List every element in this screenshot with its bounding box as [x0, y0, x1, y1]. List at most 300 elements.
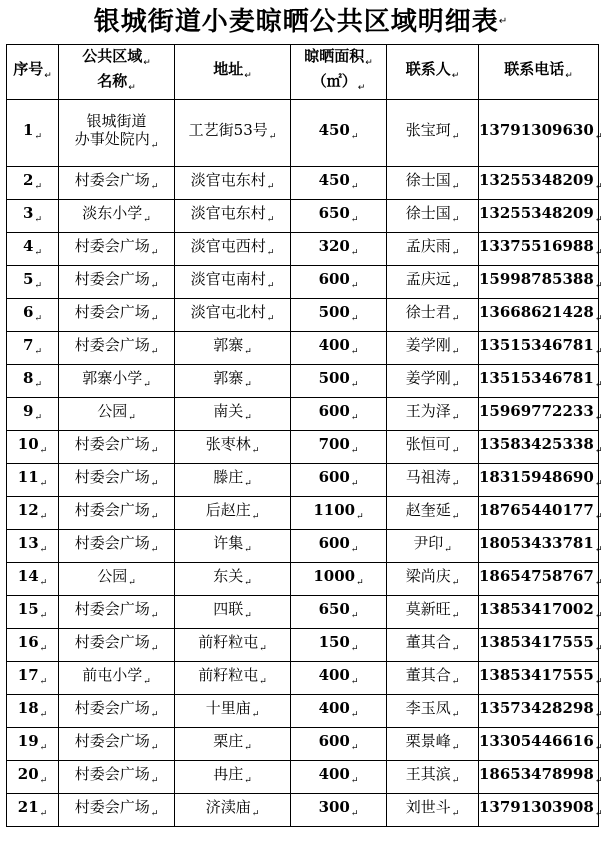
cell-phone-text: 13573428298 — [479, 698, 594, 717]
paragraph-mark-icon: ↵ — [350, 379, 359, 390]
cell-phone — [479, 629, 602, 662]
cell-seq-text: 7 — [23, 335, 34, 354]
table-row — [7, 266, 599, 299]
paragraph-mark-icon: ↵ — [39, 676, 48, 687]
page-title — [0, 4, 602, 40]
cell-address-text: 淡官屯南村 — [190, 269, 266, 288]
cell-phone — [479, 167, 602, 200]
cell-phone — [479, 794, 602, 827]
cell-drying-area — [291, 332, 387, 365]
cell-address — [175, 662, 291, 695]
cell-drying-area — [291, 530, 387, 563]
paragraph-mark-icon: ↵ — [34, 346, 42, 357]
cell-contact-text: 张宝珂 — [405, 120, 451, 139]
cell-drying-area — [291, 464, 387, 497]
cell-seq — [7, 365, 59, 398]
header-seq-label: 序号 — [13, 59, 44, 78]
cell-drying-area — [291, 233, 387, 266]
cell-address-text: 十里庙 — [205, 698, 251, 717]
paragraph-mark-icon: ↵ — [44, 70, 52, 81]
paragraph-mark-icon: ↵ — [150, 775, 159, 786]
cell-seq — [7, 431, 59, 464]
cell-drying-area — [291, 365, 387, 398]
cell-seq-text: 18 — [17, 698, 39, 717]
cell-contact-text: 王其滨 — [405, 764, 451, 783]
cell-seq-text: 4 — [23, 236, 34, 255]
cell-area-name — [59, 332, 175, 365]
cell-seq — [7, 200, 59, 233]
paragraph-mark-icon: ↵ — [34, 247, 42, 258]
header-area-name-line1: 公共区域 — [82, 47, 143, 65]
paragraph-mark-icon: ↵ — [259, 676, 267, 687]
cell-drying-area — [291, 563, 387, 596]
cell-phone — [479, 233, 602, 266]
paragraph-mark-icon: ↵ — [451, 511, 460, 522]
cell-area-name — [59, 695, 175, 728]
paragraph-mark-icon: ↵ — [594, 709, 602, 720]
cell-seq-text: 17 — [17, 665, 39, 684]
cell-contact — [387, 332, 479, 365]
cell-seq-text: 2 — [23, 170, 34, 189]
cell-phone — [479, 563, 602, 596]
drying-area-table — [6, 44, 602, 827]
paragraph-mark-icon: ↵ — [594, 247, 602, 258]
cell-contact — [387, 365, 479, 398]
paragraph-mark-icon: ↵ — [451, 247, 460, 258]
cell-address — [175, 332, 291, 365]
cell-contact — [387, 233, 479, 266]
cell-phone-text: 13853417555 — [479, 665, 594, 684]
cell-drying-area — [291, 497, 387, 530]
cell-drying-area — [291, 629, 387, 662]
cell-phone — [479, 728, 602, 761]
cell-area-name — [59, 233, 175, 266]
paragraph-mark-icon: ↵ — [594, 742, 602, 753]
cell-contact-text: 马祖涛 — [405, 467, 451, 486]
paragraph-mark-icon: ↵ — [350, 709, 359, 720]
paragraph-mark-icon: ↵ — [268, 131, 277, 142]
paragraph-mark-icon: ↵ — [594, 478, 602, 489]
cell-phone-text: 13515346781 — [479, 335, 594, 354]
cell-contact — [387, 728, 479, 761]
paragraph-mark-icon: ↵ — [244, 775, 252, 786]
header-drying-area-line1: 晾晒面积 — [304, 47, 365, 65]
paragraph-mark-icon: ↵ — [451, 412, 460, 423]
cell-drying-area — [291, 761, 387, 794]
paragraph-mark-icon: ↵ — [150, 280, 159, 291]
paragraph-mark-icon: ↵ — [451, 742, 460, 753]
paragraph-mark-icon: ↵ — [350, 247, 359, 258]
cell-drying-area — [291, 794, 387, 827]
cell-phone-text: 18765440177 — [479, 500, 594, 519]
cell-contact — [387, 100, 479, 167]
paragraph-mark-icon: ↵ — [350, 544, 359, 555]
paragraph-mark-icon: ↵ — [451, 181, 460, 192]
cell-phone — [479, 497, 602, 530]
header-row — [7, 45, 599, 100]
cell-phone-text: 13583425338 — [479, 434, 594, 453]
paragraph-mark-icon: ↵ — [251, 445, 260, 456]
paragraph-mark-icon: ↵ — [451, 775, 460, 786]
paragraph-mark-icon: ↵ — [39, 610, 48, 621]
header-contact-label: 联系人 — [405, 59, 451, 78]
table-row — [7, 695, 599, 728]
cell-drying-area — [291, 662, 387, 695]
header-phone-label: 联系电话 — [504, 59, 565, 78]
cell-contact-text: 姜学刚 — [405, 335, 451, 354]
cell-area-name-text: 公园 — [97, 401, 128, 420]
cell-seq — [7, 464, 59, 497]
header-contact — [387, 45, 479, 100]
paragraph-mark-icon: ↵ — [350, 808, 359, 819]
cell-area-name-text: 村委会广场 — [74, 434, 150, 453]
cell-address-text: 济渎庙 — [205, 797, 251, 816]
table-row — [7, 497, 599, 530]
cell-drying-area-text: 500 — [318, 302, 350, 321]
cell-contact — [387, 167, 479, 200]
cell-address — [175, 497, 291, 530]
cell-area-name — [59, 596, 175, 629]
cell-address — [175, 299, 291, 332]
cell-seq-text: 16 — [17, 632, 39, 651]
cell-phone-text: 13668621428 — [479, 302, 594, 321]
cell-area-name-line1: 银城街道 — [86, 111, 147, 130]
cell-contact-text: 张恒可 — [405, 434, 451, 453]
header-phone — [479, 45, 599, 100]
paragraph-mark-icon: ↵ — [150, 544, 159, 555]
paragraph-mark-icon: ↵ — [34, 214, 42, 225]
paragraph-mark-icon: ↵ — [594, 643, 602, 654]
paragraph-mark-icon: ↵ — [451, 478, 460, 489]
table-row — [7, 167, 599, 200]
cell-drying-area-text: 320 — [318, 236, 350, 255]
cell-address-text: 南关 — [213, 401, 244, 420]
table-row — [7, 761, 599, 794]
cell-drying-area-text: 700 — [318, 434, 350, 453]
cell-phone — [479, 464, 602, 497]
paragraph-mark-icon: ↵ — [350, 313, 359, 324]
paragraph-mark-icon: ↵ — [350, 742, 359, 753]
cell-seq-text: 13 — [17, 533, 39, 552]
cell-seq-text: 12 — [17, 500, 39, 519]
paragraph-mark-icon: ↵ — [150, 445, 159, 456]
paragraph-mark-icon: ↵ — [39, 445, 48, 456]
cell-seq-text: 21 — [17, 797, 39, 816]
cell-phone — [479, 695, 602, 728]
paragraph-mark-icon: ↵ — [594, 379, 602, 390]
table-row — [7, 398, 599, 431]
cell-area-name — [59, 563, 175, 596]
cell-phone-text: 13255348209 — [479, 203, 594, 222]
cell-contact-text: 孟庆远 — [405, 269, 451, 288]
cell-area-name-text: 村委会广场 — [74, 170, 150, 189]
cell-address — [175, 233, 291, 266]
cell-phone-text: 13255348209 — [479, 170, 594, 189]
cell-address-text: 四联 — [213, 599, 244, 618]
paragraph-mark-icon: ↵ — [451, 313, 460, 324]
cell-drying-area — [291, 200, 387, 233]
paragraph-mark-icon: ↵ — [594, 445, 602, 456]
paragraph-mark-icon: ↵ — [594, 313, 602, 324]
cell-seq — [7, 233, 59, 266]
cell-area-name-text: 前屯小学 — [82, 665, 143, 684]
paragraph-mark-icon: ↵ — [128, 412, 136, 423]
cell-drying-area — [291, 431, 387, 464]
paragraph-mark-icon: ↵ — [150, 313, 159, 324]
paragraph-mark-icon: ↵ — [451, 346, 460, 357]
paragraph-mark-icon: ↵ — [350, 214, 359, 225]
cell-contact-text: 赵奎延 — [405, 500, 451, 519]
cell-area-name — [59, 629, 175, 662]
cell-area-name — [59, 167, 175, 200]
cell-address — [175, 761, 291, 794]
cell-area-name — [59, 530, 175, 563]
cell-drying-area-text: 1000 — [313, 566, 356, 585]
cell-seq — [7, 530, 59, 563]
cell-area-name-text: 村委会广场 — [74, 335, 150, 354]
cell-area-name — [59, 100, 175, 167]
paragraph-mark-icon: ↵ — [350, 478, 359, 489]
paragraph-mark-icon: ↵ — [451, 280, 460, 291]
cell-address — [175, 728, 291, 761]
cell-drying-area-text: 400 — [318, 764, 350, 783]
cell-drying-area — [291, 167, 387, 200]
cell-address — [175, 629, 291, 662]
cell-seq — [7, 695, 59, 728]
cell-seq-text: 1 — [23, 120, 34, 139]
paragraph-mark-icon: ↵ — [150, 742, 159, 753]
cell-seq — [7, 100, 59, 167]
cell-area-name — [59, 794, 175, 827]
paragraph-mark-icon: ↵ — [244, 70, 252, 81]
cell-drying-area-text: 400 — [318, 665, 350, 684]
cell-area-name — [59, 464, 175, 497]
cell-contact — [387, 794, 479, 827]
table-row — [7, 563, 599, 596]
paragraph-mark-icon: ↵ — [150, 511, 159, 522]
paragraph-mark-icon: ↵ — [365, 58, 373, 68]
table-row — [7, 794, 599, 827]
cell-seq — [7, 596, 59, 629]
cell-contact-text: 孟庆雨 — [405, 236, 451, 255]
paragraph-mark-icon: ↵ — [34, 379, 42, 390]
cell-seq-text: 3 — [23, 203, 34, 222]
table-row — [7, 100, 599, 167]
cell-phone-text: 18653478998 — [479, 764, 594, 783]
cell-drying-area-text: 650 — [318, 203, 350, 222]
paragraph-mark-icon: ↵ — [594, 214, 602, 225]
paragraph-mark-icon: ↵ — [259, 643, 267, 654]
cell-contact — [387, 497, 479, 530]
cell-seq-text: 15 — [17, 599, 39, 618]
cell-address-text: 淡官屯北村 — [190, 302, 266, 321]
cell-address — [175, 695, 291, 728]
paragraph-mark-icon: ↵ — [594, 676, 602, 687]
paragraph-mark-icon: ↵ — [34, 131, 42, 142]
cell-seq-text: 8 — [23, 368, 34, 387]
cell-address-text: 淡官屯西村 — [190, 236, 266, 255]
paragraph-mark-icon: ↵ — [150, 643, 159, 654]
cell-seq — [7, 167, 59, 200]
cell-phone — [479, 200, 602, 233]
cell-drying-area-text: 650 — [318, 599, 350, 618]
cell-seq — [7, 728, 59, 761]
cell-drying-area — [291, 596, 387, 629]
cell-area-name-line2: 办事处院内 — [74, 129, 150, 148]
cell-address-text: 冉庄 — [213, 764, 244, 783]
paragraph-mark-icon: ↵ — [39, 511, 48, 522]
cell-area-name-text: 村委会广场 — [74, 302, 150, 321]
paragraph-mark-icon: ↵ — [350, 775, 359, 786]
cell-area-name — [59, 365, 175, 398]
cell-address — [175, 596, 291, 629]
cell-drying-area-text: 450 — [318, 170, 350, 189]
cell-area-name-text: 郭寨小学 — [82, 368, 143, 387]
cell-phone — [479, 100, 602, 167]
cell-seq-text: 20 — [17, 764, 39, 783]
paragraph-mark-icon: ↵ — [39, 775, 48, 786]
header-drying-area — [291, 45, 387, 100]
cell-contact-text: 刘世斗 — [405, 797, 451, 816]
cell-address-text: 后赵庄 — [205, 500, 251, 519]
paragraph-mark-icon: ↵ — [594, 131, 602, 142]
cell-area-name-text: 村委会广场 — [74, 698, 150, 717]
cell-address-text: 栗庄 — [213, 731, 244, 750]
paragraph-mark-icon: ↵ — [39, 709, 48, 720]
paragraph-mark-icon: ↵ — [451, 676, 460, 687]
header-area-name — [59, 45, 175, 100]
cell-area-name — [59, 299, 175, 332]
cell-phone-text: 15998785388 — [479, 269, 594, 288]
cell-contact — [387, 266, 479, 299]
cell-seq — [7, 299, 59, 332]
cell-address-text: 前籽粒屯 — [198, 632, 259, 651]
paragraph-mark-icon: ↵ — [444, 544, 452, 555]
paragraph-mark-icon: ↵ — [451, 445, 460, 456]
cell-phone — [479, 761, 602, 794]
paragraph-mark-icon: ↵ — [498, 16, 509, 27]
cell-address-text: 前籽粒屯 — [198, 665, 259, 684]
cell-area-name-text: 村委会广场 — [74, 632, 150, 651]
cell-seq — [7, 497, 59, 530]
table-row — [7, 464, 599, 497]
cell-seq-text: 6 — [23, 302, 34, 321]
table-row — [7, 332, 599, 365]
cell-area-name-text: 淡东小学 — [82, 203, 143, 222]
table-row — [7, 662, 599, 695]
cell-phone — [479, 662, 602, 695]
paragraph-mark-icon: ↵ — [594, 511, 602, 522]
paragraph-mark-icon: ↵ — [350, 412, 359, 423]
cell-contact-text: 徐士君 — [405, 302, 451, 321]
cell-drying-area — [291, 266, 387, 299]
paragraph-mark-icon: ↵ — [150, 808, 159, 819]
cell-area-name — [59, 728, 175, 761]
cell-phone — [479, 332, 602, 365]
cell-address-text: 工艺街53号 — [188, 120, 268, 139]
cell-area-name — [59, 266, 175, 299]
paragraph-mark-icon: ↵ — [594, 544, 602, 555]
cell-contact-text: 莫新旺 — [405, 599, 451, 618]
paragraph-mark-icon: ↵ — [350, 280, 359, 291]
header-address — [175, 45, 291, 100]
cell-seq-text: 11 — [17, 467, 39, 486]
paragraph-mark-icon: ↵ — [251, 511, 260, 522]
cell-address — [175, 431, 291, 464]
cell-address-text: 张枣林 — [205, 434, 251, 453]
cell-address — [175, 530, 291, 563]
paragraph-mark-icon: ↵ — [143, 214, 151, 225]
paragraph-mark-icon: ↵ — [266, 280, 275, 291]
paragraph-mark-icon: ↵ — [451, 577, 460, 588]
paragraph-mark-icon: ↵ — [594, 577, 602, 588]
table-row — [7, 530, 599, 563]
cell-address-text: 许集 — [213, 533, 244, 552]
cell-phone — [479, 299, 602, 332]
cell-phone-text: 13515346781 — [479, 368, 594, 387]
cell-address — [175, 563, 291, 596]
cell-contact-text: 尹印 — [413, 533, 444, 552]
paragraph-mark-icon: ↵ — [244, 577, 252, 588]
table-row — [7, 233, 599, 266]
cell-contact-text: 李玉凤 — [405, 698, 451, 717]
cell-area-name-text: 公园 — [97, 566, 128, 585]
paragraph-mark-icon: ↵ — [143, 676, 151, 687]
cell-phone-text: 18654758767 — [479, 566, 594, 585]
cell-drying-area-text: 500 — [318, 368, 350, 387]
cell-contact — [387, 596, 479, 629]
paragraph-mark-icon: ↵ — [244, 742, 252, 753]
paragraph-mark-icon: ↵ — [594, 775, 602, 786]
cell-phone-text: 15969772233 — [479, 401, 594, 420]
cell-contact — [387, 299, 479, 332]
paragraph-mark-icon: ↵ — [451, 709, 460, 720]
paragraph-mark-icon: ↵ — [451, 643, 460, 654]
paragraph-mark-icon: ↵ — [39, 478, 48, 489]
cell-phone-text: 18053433781 — [479, 533, 594, 552]
cell-contact — [387, 563, 479, 596]
table-row — [7, 629, 599, 662]
paragraph-mark-icon: ↵ — [39, 544, 48, 555]
cell-contact — [387, 695, 479, 728]
cell-address — [175, 266, 291, 299]
cell-address — [175, 398, 291, 431]
paragraph-mark-icon: ↵ — [150, 247, 159, 258]
paragraph-mark-icon: ↵ — [244, 478, 252, 489]
cell-contact — [387, 629, 479, 662]
paragraph-mark-icon: ↵ — [565, 70, 573, 81]
cell-phone-text: 13791303908 — [479, 797, 594, 816]
cell-phone-text: 18315948690 — [479, 467, 594, 486]
cell-area-name-text: 村委会广场 — [74, 731, 150, 750]
paragraph-mark-icon: ↵ — [594, 610, 602, 621]
cell-drying-area — [291, 728, 387, 761]
cell-contact-text: 董其合 — [405, 665, 451, 684]
cell-contact — [387, 662, 479, 695]
paragraph-mark-icon: ↵ — [594, 346, 602, 357]
cell-phone — [479, 596, 602, 629]
cell-phone — [479, 530, 602, 563]
paragraph-mark-icon: ↵ — [350, 445, 359, 456]
paragraph-mark-icon: ↵ — [150, 610, 159, 621]
paragraph-mark-icon: ↵ — [451, 131, 460, 142]
cell-drying-area-text: 600 — [318, 533, 350, 552]
paragraph-mark-icon: ↵ — [150, 140, 159, 151]
cell-contact — [387, 464, 479, 497]
table-row — [7, 728, 599, 761]
cell-phone — [479, 266, 602, 299]
cell-seq — [7, 266, 59, 299]
